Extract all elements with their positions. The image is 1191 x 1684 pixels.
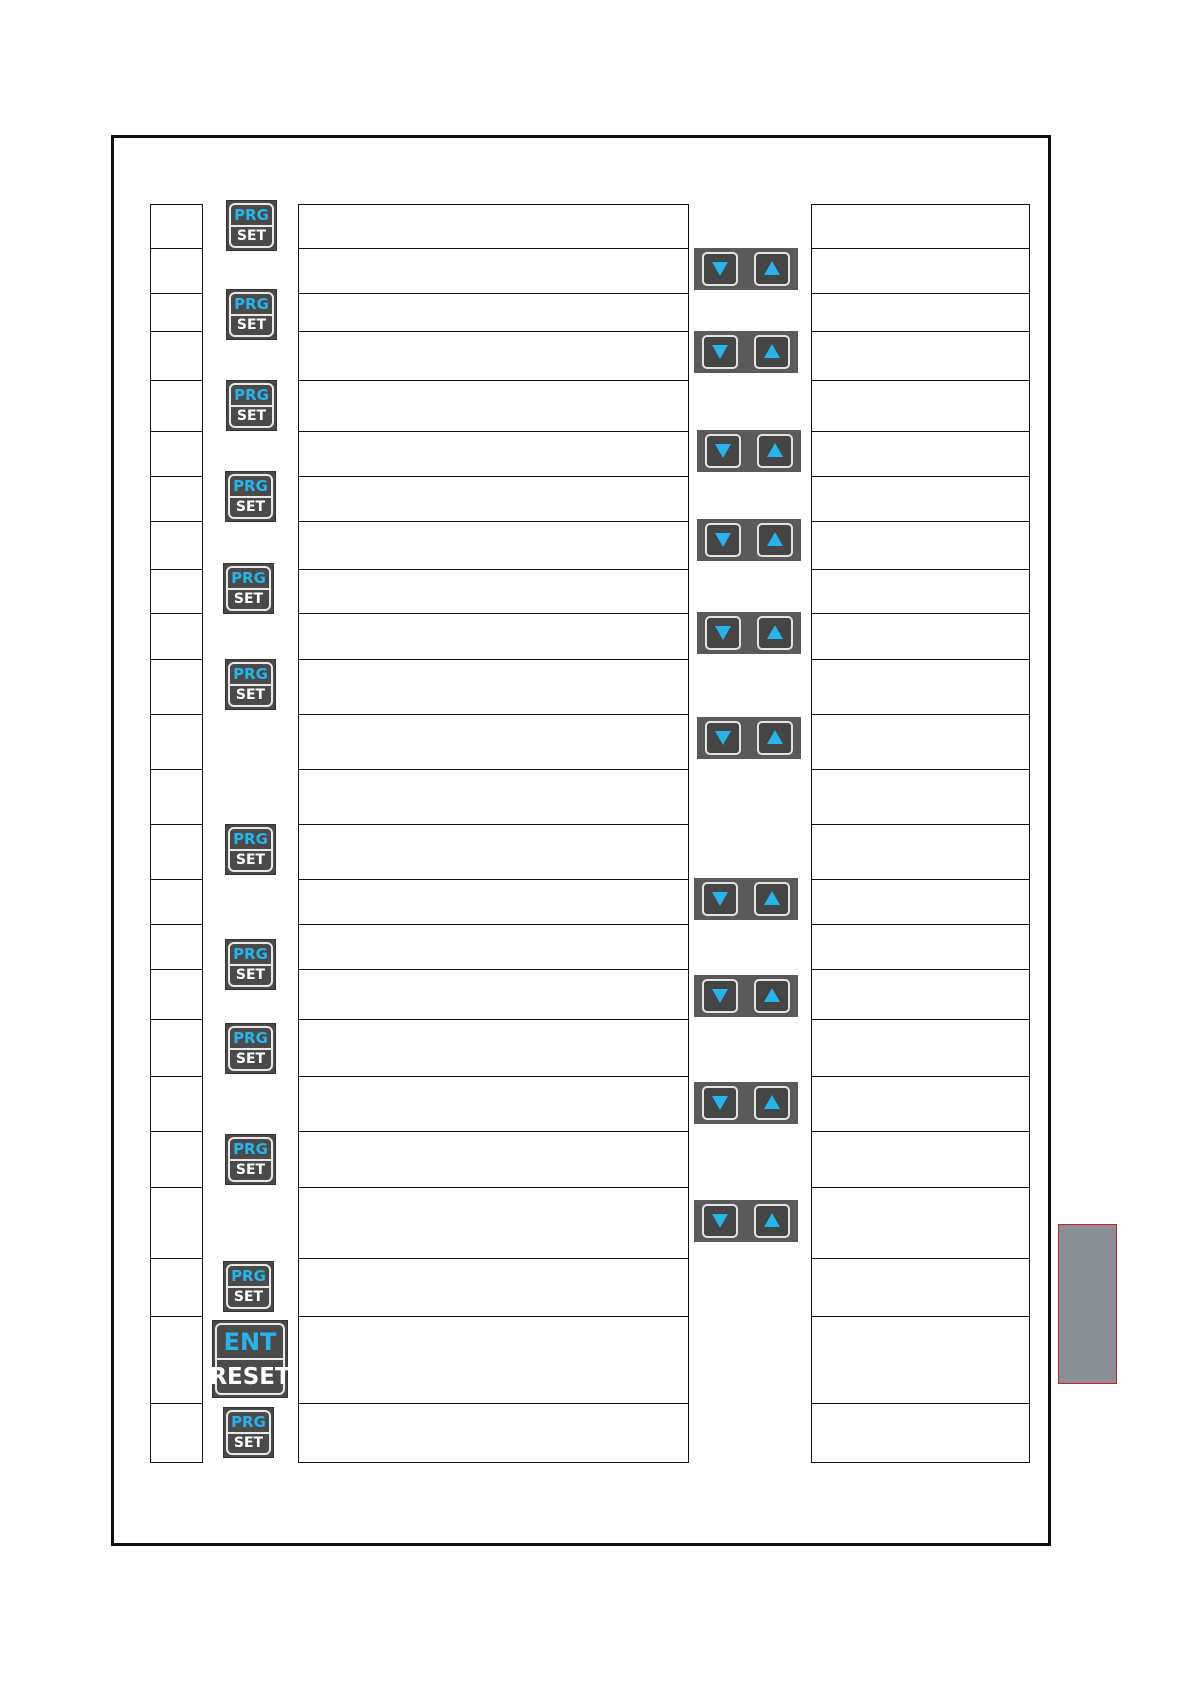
row-number-cell (150, 521, 203, 571)
down-triangle-icon (707, 340, 733, 364)
row-value-cell (811, 476, 1030, 523)
row-number-cell (150, 714, 203, 771)
prg-set-key-top-label: PRG (230, 664, 271, 686)
down-triangle-icon (707, 887, 733, 911)
row-description-cell (298, 969, 689, 1021)
down-arrow-button[interactable] (705, 434, 741, 468)
row-description-cell (298, 824, 689, 881)
row-value-cell (811, 969, 1030, 1021)
row-number-cell (150, 824, 203, 881)
prg-set-key-face (228, 1137, 273, 1182)
prg-set-key[interactable] (225, 824, 276, 875)
row-description-cell (298, 1258, 689, 1318)
ent-reset-key-face (209, 1323, 291, 1395)
row-value-cell (811, 1403, 1030, 1463)
prg-set-key[interactable] (225, 939, 276, 990)
row-number-cell (150, 380, 203, 433)
prg-set-key-bottom-label: SET (236, 408, 267, 425)
prg-set-key-face (229, 383, 274, 428)
row-number-cell (150, 1019, 203, 1078)
up-arrow-button[interactable] (757, 523, 793, 557)
arrow-key-pair (697, 519, 801, 561)
row-value-cell (811, 924, 1030, 971)
down-triangle-icon (710, 528, 736, 552)
up-triangle-icon (759, 340, 785, 364)
row-value-cell (811, 714, 1030, 771)
arrow-key-pair (694, 331, 798, 373)
row-value-cell (811, 431, 1030, 478)
row-value-cell (811, 569, 1030, 615)
row-value-cell (811, 331, 1030, 382)
prg-set-key-top-label: PRG (230, 476, 271, 498)
up-arrow-button[interactable] (754, 252, 790, 286)
up-arrow-button[interactable] (754, 1204, 790, 1238)
row-description-cell (298, 331, 689, 382)
row-description-cell (298, 659, 689, 716)
row-number-cell (150, 1258, 203, 1318)
row-value-cell (811, 769, 1030, 826)
row-value-cell (811, 1076, 1030, 1133)
prg-set-key-face (228, 662, 273, 707)
row-description-cell (298, 476, 689, 523)
up-arrow-button[interactable] (754, 882, 790, 916)
up-triangle-icon (762, 621, 788, 645)
prg-set-key-top-label: PRG (230, 829, 271, 851)
prg-set-key-top-label: PRG (230, 944, 271, 966)
row-number-cell (150, 293, 203, 333)
row-description-cell (298, 1187, 689, 1260)
down-triangle-icon (710, 726, 736, 750)
down-arrow-button[interactable] (702, 335, 738, 369)
prg-set-key-top-label: PRG (228, 1412, 269, 1434)
up-triangle-icon (759, 1091, 785, 1115)
row-description-cell (298, 769, 689, 826)
prg-set-key-bottom-label: SET (235, 1162, 266, 1179)
up-arrow-button[interactable] (757, 721, 793, 755)
down-arrow-button[interactable] (702, 252, 738, 286)
row-description-cell (298, 1076, 689, 1133)
up-arrow-button[interactable] (754, 335, 790, 369)
row-number-cell (150, 331, 203, 382)
prg-set-key-bottom-label: SET (233, 1289, 264, 1306)
row-description-cell (298, 248, 689, 295)
ent-reset-key-top-label: ENT (217, 1325, 283, 1360)
arrow-key-pair (694, 878, 798, 920)
down-arrow-button[interactable] (702, 1086, 738, 1120)
prg-set-key[interactable] (226, 289, 277, 340)
row-description-cell (298, 714, 689, 771)
up-triangle-icon (759, 1209, 785, 1233)
down-arrow-button[interactable] (705, 523, 741, 557)
row-value-cell (811, 824, 1030, 881)
down-triangle-icon (707, 984, 733, 1008)
prg-set-key-face (229, 292, 274, 337)
prg-set-key-bottom-label: SET (235, 1051, 266, 1068)
up-triangle-icon (762, 439, 788, 463)
row-value-cell (811, 1187, 1030, 1260)
up-arrow-button[interactable] (754, 979, 790, 1013)
arrow-key-pair (694, 248, 798, 290)
row-value-cell (811, 1316, 1030, 1405)
arrow-key-pair (697, 430, 801, 472)
row-description-cell (298, 431, 689, 478)
prg-set-key-top-label: PRG (230, 1139, 271, 1161)
ent-reset-key[interactable] (209, 1320, 291, 1398)
arrow-key-pair (697, 612, 801, 654)
row-description-cell (298, 380, 689, 433)
row-value-cell (811, 879, 1030, 926)
row-number-cell (150, 659, 203, 716)
prg-set-key-bottom-label: SET (235, 687, 266, 704)
prg-set-key-face (226, 1410, 271, 1455)
prg-set-key-bottom-label: SET (235, 499, 266, 516)
down-arrow-button[interactable] (702, 1204, 738, 1238)
down-arrow-button[interactable] (702, 979, 738, 1013)
row-value-cell (811, 613, 1030, 661)
row-value-cell (811, 1131, 1030, 1189)
row-number-cell (150, 879, 203, 926)
prg-set-key-face (226, 1264, 271, 1309)
prg-set-key[interactable] (226, 380, 277, 431)
side-chapter-tab (1058, 1224, 1117, 1384)
down-triangle-icon (707, 1091, 733, 1115)
row-number-cell (150, 1316, 203, 1405)
prg-set-key-top-label: PRG (231, 294, 272, 316)
prg-set-key-bottom-label: SET (233, 1435, 264, 1452)
row-description-cell (298, 521, 689, 571)
row-description-cell (298, 293, 689, 333)
prg-set-key-top-label: PRG (228, 1266, 269, 1288)
row-description-cell (298, 1316, 689, 1405)
prg-set-key-face (226, 566, 271, 611)
down-arrow-button[interactable] (705, 721, 741, 755)
row-description-cell (298, 1131, 689, 1189)
arrow-key-pair (697, 717, 801, 759)
row-value-cell (811, 1019, 1030, 1078)
row-description-cell (298, 569, 689, 615)
row-number-cell (150, 569, 203, 615)
row-description-cell (298, 204, 689, 250)
row-number-cell (150, 969, 203, 1021)
up-triangle-icon (759, 257, 785, 281)
row-number-cell (150, 1076, 203, 1133)
row-value-cell (811, 248, 1030, 295)
down-triangle-icon (707, 257, 733, 281)
down-triangle-icon (707, 1209, 733, 1233)
down-triangle-icon (710, 439, 736, 463)
arrow-key-pair (694, 1082, 798, 1124)
prg-set-key[interactable] (225, 471, 276, 522)
row-number-cell (150, 1403, 203, 1463)
row-description-cell (298, 924, 689, 971)
row-description-cell (298, 879, 689, 926)
row-value-cell (811, 1258, 1030, 1318)
row-number-cell (150, 431, 203, 478)
row-description-cell (298, 1403, 689, 1463)
prg-set-key-bottom-label: SET (235, 852, 266, 869)
prg-set-key[interactable] (226, 200, 277, 251)
prg-set-key-top-label: PRG (231, 205, 272, 227)
prg-set-key-bottom-label: SET (235, 967, 266, 984)
down-arrow-button[interactable] (702, 882, 738, 916)
up-triangle-icon (759, 887, 785, 911)
prg-set-key-face (228, 942, 273, 987)
prg-set-key-face (229, 203, 274, 248)
prg-set-key-top-label: PRG (228, 568, 269, 590)
ent-reset-key-bottom-label: RESET (209, 1363, 291, 1390)
arrow-key-pair (694, 1200, 798, 1242)
row-value-cell (811, 380, 1030, 433)
row-value-cell (811, 659, 1030, 716)
row-number-cell (150, 1187, 203, 1260)
row-description-cell (298, 1019, 689, 1078)
arrow-key-pair (694, 975, 798, 1017)
up-arrow-button[interactable] (754, 1086, 790, 1120)
row-number-cell (150, 613, 203, 661)
row-number-cell (150, 1131, 203, 1189)
row-number-cell (150, 248, 203, 295)
row-number-cell (150, 924, 203, 971)
row-number-cell (150, 769, 203, 826)
prg-set-key-bottom-label: SET (236, 317, 267, 334)
prg-set-key[interactable] (223, 563, 274, 614)
prg-set-key-face (228, 827, 273, 872)
prg-set-key-bottom-label: SET (233, 591, 264, 608)
row-value-cell (811, 521, 1030, 571)
prg-set-key[interactable] (225, 1134, 276, 1185)
up-arrow-button[interactable] (757, 434, 793, 468)
down-triangle-icon (710, 621, 736, 645)
up-triangle-icon (759, 984, 785, 1008)
prg-set-key[interactable] (225, 1023, 276, 1074)
prg-set-key-face (228, 474, 273, 519)
prg-set-key-face (228, 1026, 273, 1071)
up-triangle-icon (762, 528, 788, 552)
row-number-cell (150, 476, 203, 523)
row-value-cell (811, 293, 1030, 333)
prg-set-key-bottom-label: SET (236, 228, 267, 245)
prg-set-key-top-label: PRG (231, 385, 272, 407)
down-arrow-button[interactable] (705, 616, 741, 650)
prg-set-key-top-label: PRG (230, 1028, 271, 1050)
up-arrow-button[interactable] (757, 616, 793, 650)
prg-set-key[interactable] (223, 1261, 274, 1312)
row-description-cell (298, 613, 689, 661)
prg-set-key[interactable] (223, 1407, 274, 1458)
row-value-cell (811, 204, 1030, 250)
row-number-cell (150, 204, 203, 250)
prg-set-key[interactable] (225, 659, 276, 710)
up-triangle-icon (762, 726, 788, 750)
